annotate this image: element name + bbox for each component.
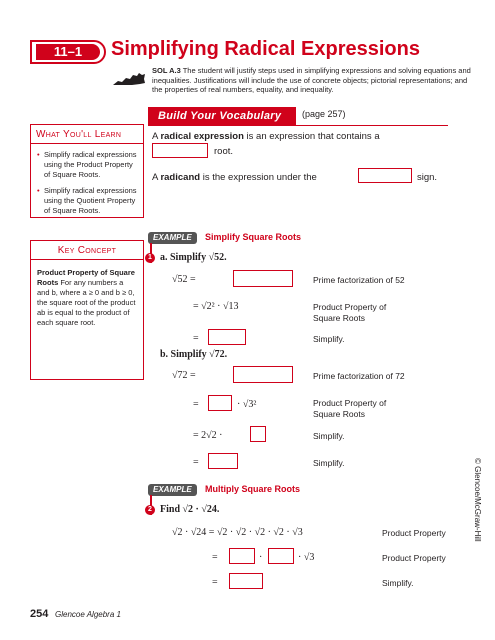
ex2-line2b: · — [259, 552, 263, 563]
a-note2-line: Product Property of — [313, 302, 387, 312]
b-note4: Simplify. — [313, 458, 345, 468]
vocab-line1 — [152, 131, 380, 142]
concept-text: For any numbers a and b, where a ≥ 0 and b ≥ 0, the square root of the product ab is equal to the product of each square root. — [37, 278, 136, 327]
ex2-note3: Simplify. — [382, 578, 414, 588]
b-line4: = — [193, 457, 199, 468]
b-line3: = 2√2 · — [193, 430, 223, 441]
example-number: 1 — [145, 253, 155, 263]
page-title: Simplifying Radical Expressions — [111, 38, 420, 60]
lesson-number: 11–1 — [36, 44, 100, 60]
example-tag: EXAMPLE — [148, 232, 197, 244]
vocab-line2: root. — [214, 146, 234, 157]
example-title: Simplify Square Roots — [205, 232, 302, 242]
part-a-heading: a. Simplify √52. — [160, 252, 227, 263]
sol-text: The student will justify steps used in simplifying expressions and solving equations and inequalities. Justifications will include the use of concrete objects; pictorial representations; and the properties of real numbers, equality, and inequality. — [152, 66, 471, 94]
vocab-text: is the expression under the — [200, 172, 317, 183]
blank-b-product-part[interactable] — [208, 395, 232, 411]
concept-title: Product Property of Square Roots — [37, 268, 135, 287]
copyright-text: © Glencoe/McGraw-Hill — [473, 458, 482, 542]
concept-heading: Key Concept — [31, 241, 143, 260]
b-note2-line: Product Property of — [313, 398, 387, 408]
vocab-line3-end: sign. — [417, 172, 438, 183]
a-note2 — [313, 302, 386, 324]
copyright — [472, 458, 482, 618]
a-line2: = √2² · √13 — [193, 301, 239, 312]
vocab-text: A — [152, 131, 161, 142]
b-line1: √72 = — [172, 370, 196, 381]
a-line1: √52 = — [172, 274, 196, 285]
a-note2-line: Square Roots — [313, 313, 365, 323]
b-note2 — [313, 398, 386, 420]
sol-label: SOL A.3 — [152, 66, 181, 75]
virginia-state-icon — [112, 72, 146, 86]
learn-heading: What You'll Learn — [31, 125, 143, 144]
b-note1: Prime factorization of 72 — [313, 371, 405, 381]
vocab-line3 — [152, 172, 317, 183]
ex2-note2: Product Property — [382, 553, 446, 563]
blank-radical-sign[interactable] — [358, 168, 412, 183]
b-note3: Simplify. — [313, 431, 345, 441]
learn-item: • Simplify radical expressions using the Quotient Property of Square Roots. — [37, 186, 137, 216]
learn-list — [31, 144, 143, 228]
example2-heading: Find √2 · √24. — [160, 504, 220, 515]
part-b-heading: b. Simplify √72. — [160, 349, 228, 360]
blank-b-simplify[interactable] — [250, 426, 266, 442]
concept-body — [31, 260, 143, 336]
example-number: 2 — [145, 505, 155, 515]
blank-b-answer[interactable] — [208, 453, 238, 469]
vocab-text: is an expression that contains a — [243, 131, 380, 142]
vocab-heading: Build Your Vocabulary — [148, 107, 296, 125]
example-tag: EXAMPLE — [148, 484, 197, 496]
ex2-line2c: · √3 — [298, 552, 315, 563]
ex2-line1: √2 · √24 = √2 · √2 · √2 · √2 · √3 — [172, 527, 303, 538]
vocab-term-radicand: radicand — [160, 172, 201, 183]
learn-item: • Simplify radical expressions using the Product Property of Square Roots. — [37, 150, 137, 180]
blank-ex2-first[interactable] — [229, 548, 255, 564]
book-title: Glencoe Algebra 1 — [55, 610, 121, 619]
a-line3: = — [193, 333, 199, 344]
vocab-page-ref: (page 257) — [302, 109, 346, 119]
vocab-rule — [148, 125, 448, 126]
blank-radical-type[interactable] — [152, 143, 208, 158]
blank-a-answer[interactable] — [208, 329, 246, 345]
b-line2a: = — [193, 399, 199, 410]
b-line2b: · √3² — [237, 399, 257, 410]
vocab-text: A — [152, 172, 161, 183]
lesson-badge — [30, 40, 106, 64]
a-note1: Prime factorization of 52 — [313, 275, 405, 285]
ex2-line3: = — [212, 577, 218, 588]
ex2-line2a: = — [212, 552, 218, 563]
what-youll-learn-box — [30, 124, 144, 218]
vocab-term-radical-expression: radical expression — [160, 131, 244, 142]
b-note2-line: Square Roots — [313, 409, 365, 419]
blank-ex2-second[interactable] — [268, 548, 294, 564]
ex2-note1: Product Property — [382, 528, 446, 538]
key-concept-box — [30, 240, 144, 380]
a-note3: Simplify. — [313, 334, 345, 344]
blank-ex2-answer[interactable] — [229, 573, 263, 589]
blank-a-factorization[interactable] — [233, 270, 293, 287]
sol-standard — [152, 66, 472, 95]
blank-b-factorization[interactable] — [233, 366, 293, 383]
page-number: 254 — [30, 608, 49, 620]
example-title: Multiply Square Roots — [205, 484, 301, 494]
